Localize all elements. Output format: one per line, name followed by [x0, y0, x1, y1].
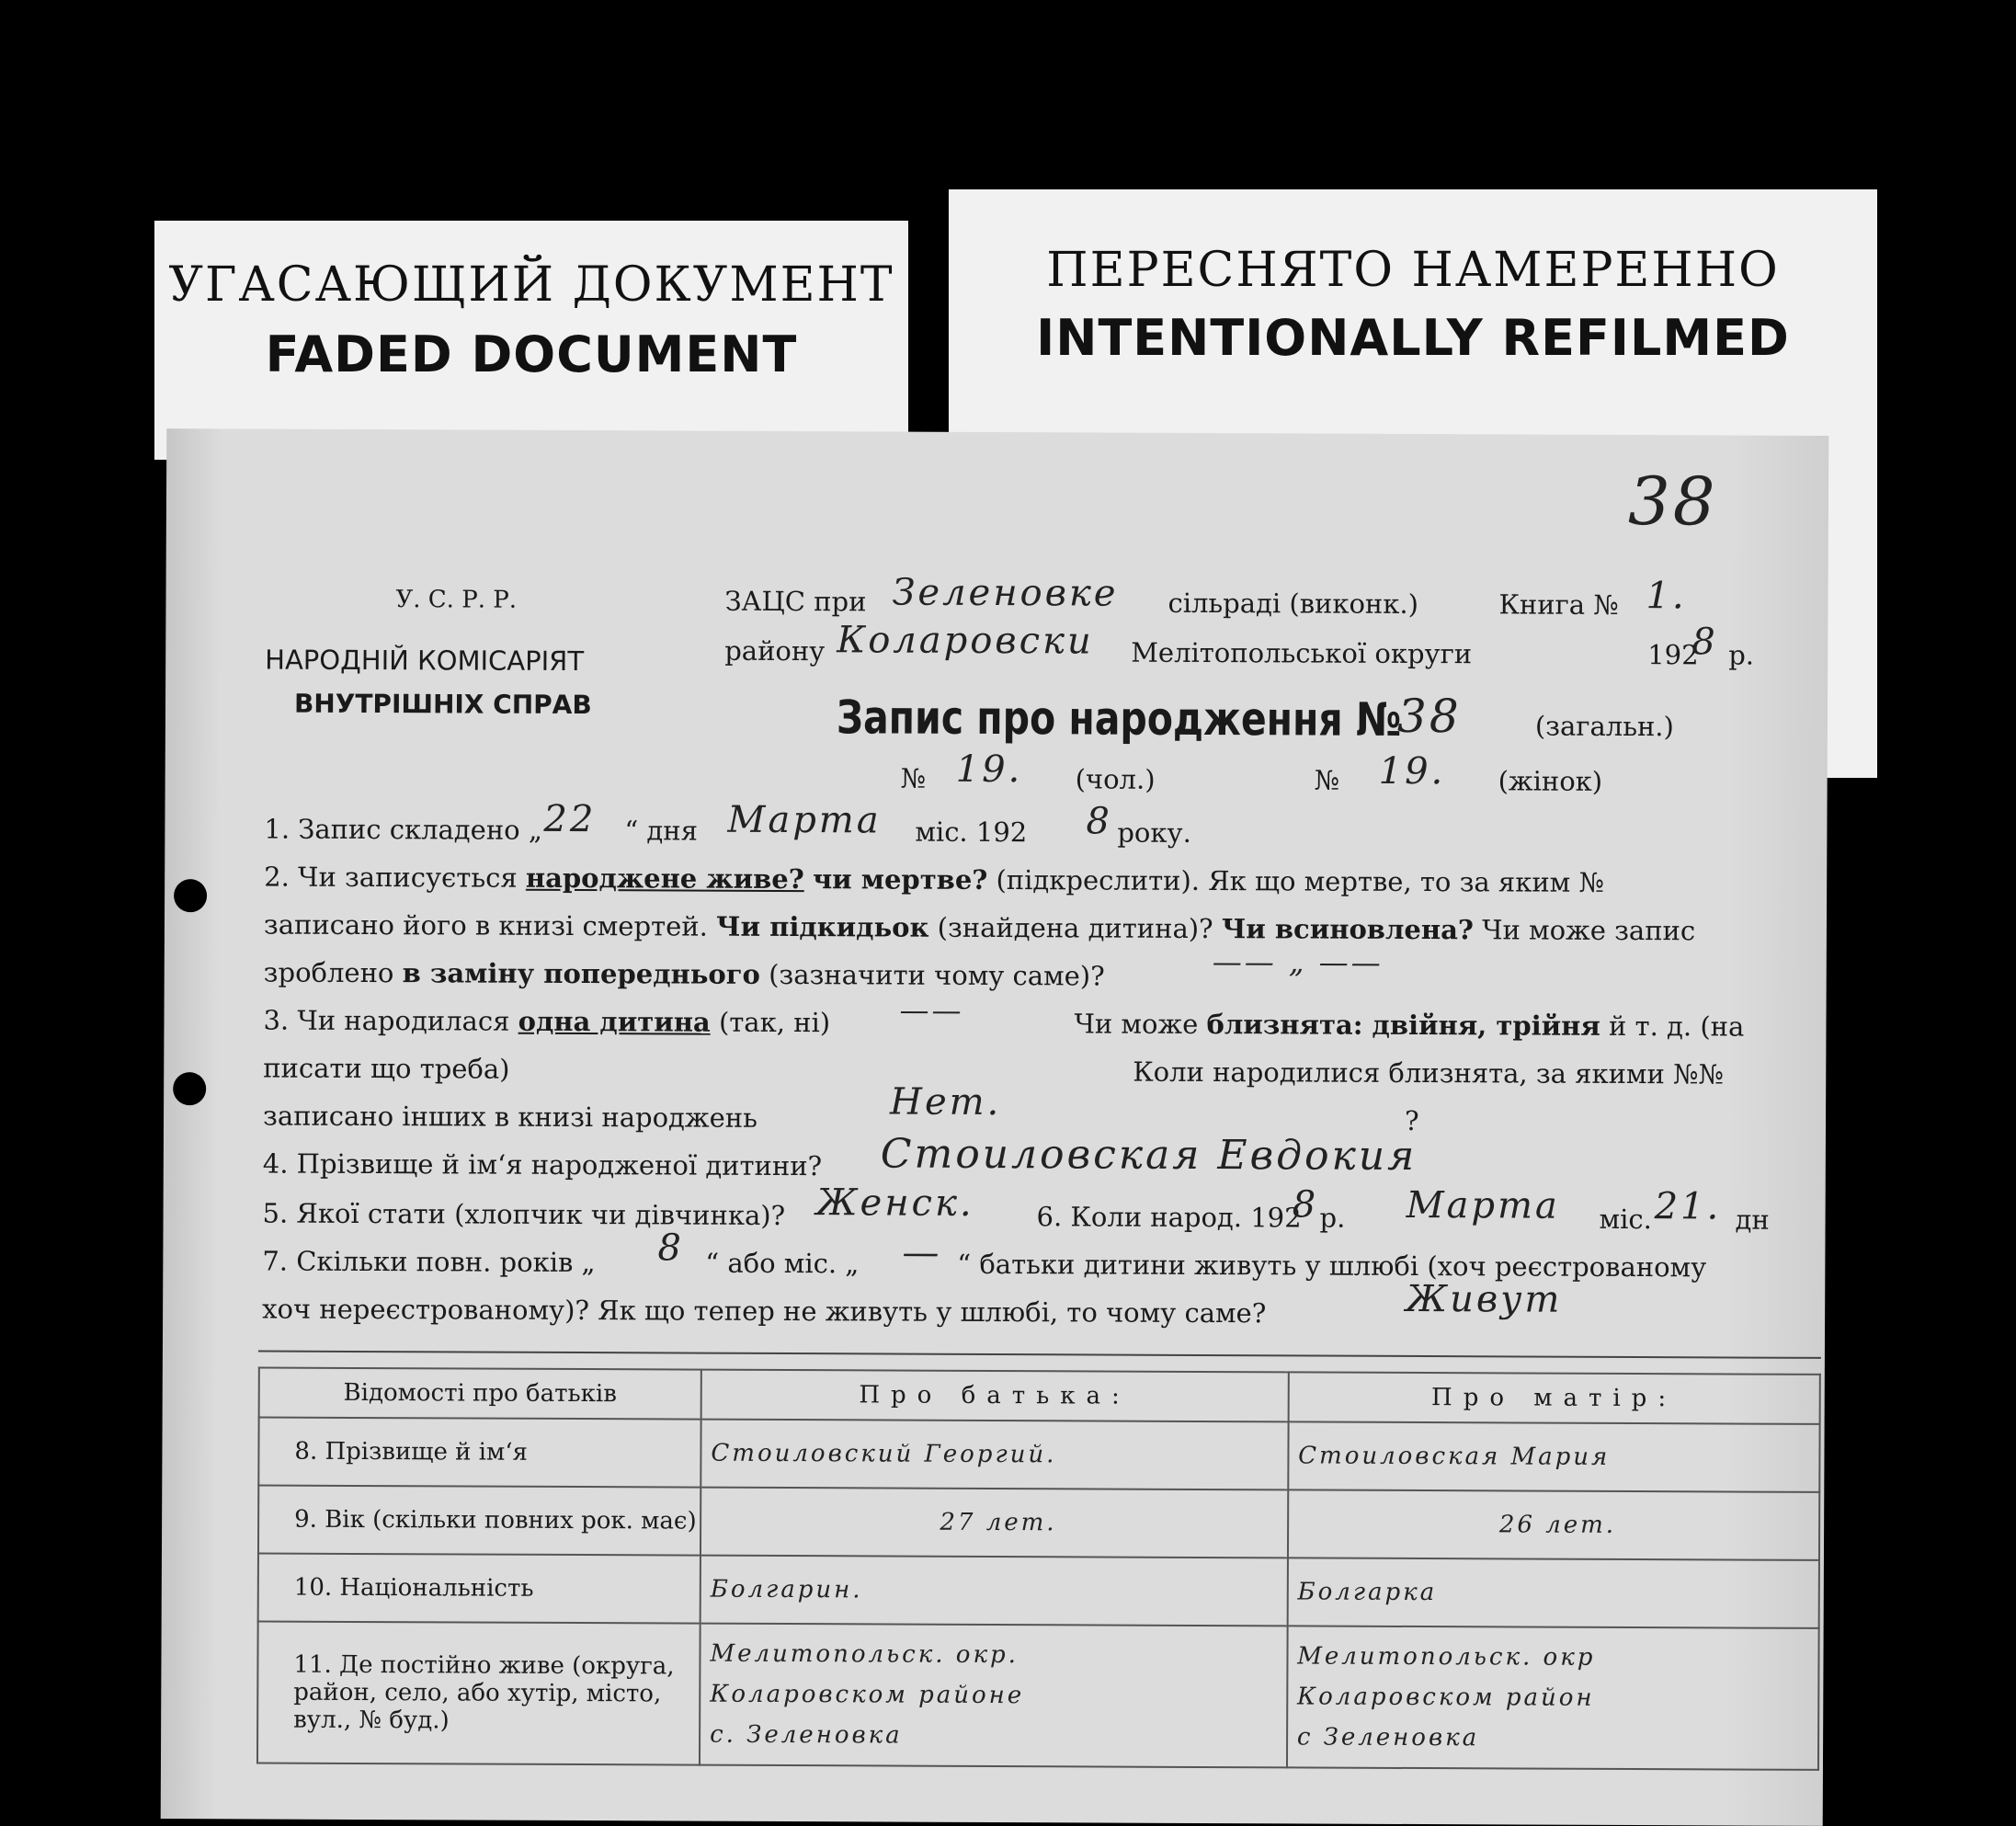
q3-twins: близнята: двійня, трійня	[1206, 1009, 1600, 1042]
q7-line1a: 7. Скільки повн. років „	[262, 1245, 596, 1279]
q7-years: 8	[657, 1227, 684, 1270]
general-label: (загальн.)	[1534, 710, 1674, 743]
year-value: 8	[1691, 621, 1718, 664]
q4-label: 4. Прізвище й ім‘я народженої дитини?	[262, 1147, 823, 1182]
department-label: ВНУТРІШНІХ СПРАВ	[293, 688, 592, 721]
q6-dn: дн	[1735, 1204, 1770, 1236]
q2-answer: —— „ ——	[1212, 944, 1384, 980]
q2-dead: чи мертве?	[812, 863, 988, 896]
q2-text: 2. Чи записується	[264, 861, 518, 894]
q3-line1-right	[1074, 1008, 1744, 1042]
mother-residence-3: с Зеленовка	[1296, 1723, 1480, 1752]
residence-label-3: вул., № буд.)	[293, 1706, 450, 1735]
birth-record-form	[161, 428, 1829, 1826]
q3-answer2: Нет.	[890, 1080, 1002, 1124]
q3-line3: записано інших в книзі народжень	[262, 1100, 757, 1134]
q2-text2: (підкреслити). Як що мертве, то за яким №	[996, 864, 1605, 898]
q3-line1	[263, 1005, 830, 1039]
refilmed-label-en: INTENTIONALLY REFILMED	[1036, 309, 1790, 367]
female-no-label: №	[1314, 764, 1340, 796]
q3-one-child: одна дитина	[518, 1005, 711, 1038]
residence-label-2: район, село, або хутір, місто,	[293, 1678, 662, 1708]
q3-text: 3. Чи народилася	[263, 1004, 510, 1037]
q6-label: 6. Коли народ. 192	[1036, 1201, 1302, 1234]
parents-table	[256, 1367, 1821, 1771]
row-label-residence	[257, 1622, 700, 1765]
punch-hole	[173, 1072, 206, 1105]
year-prefix: 192	[1647, 639, 1699, 671]
father-age: 27 лет.	[700, 1488, 1288, 1558]
mother-age: 26 лет.	[1288, 1489, 1820, 1560]
q5-sex: Женск.	[815, 1181, 974, 1225]
q2-line2	[264, 909, 1695, 947]
q4-child-name: Стоиловская Евдокия	[880, 1130, 1418, 1181]
record-title: Запис про народження №	[836, 690, 1402, 747]
q7-months: —	[902, 1231, 942, 1274]
q1-month: Марта	[727, 798, 882, 842]
q2-text5: Чи може запис	[1482, 914, 1696, 947]
record-number: 38	[1396, 689, 1462, 744]
q6-year: 8	[1292, 1183, 1319, 1227]
male-count: 19.	[955, 748, 1023, 792]
q3-text2: (так, ні)	[718, 1006, 831, 1039]
father-residence	[700, 1624, 1287, 1768]
male-no-label: №	[900, 762, 927, 794]
q6-day: 21.	[1654, 1185, 1722, 1228]
q6-month: Марта	[1406, 1183, 1560, 1227]
female-count: 19.	[1378, 749, 1446, 793]
q6-mis: міс.	[1599, 1203, 1652, 1236]
table-row	[258, 1554, 1819, 1628]
father-residence-2: Коларовском районе	[710, 1680, 1025, 1710]
table-row	[257, 1622, 1819, 1770]
row-label-age: 9. Вік (скільки повних рок. має)	[258, 1486, 700, 1556]
residence-label-1: 11. Де постійно живе (округа,	[293, 1650, 675, 1681]
q2-text3: записано його в книзі смертей.	[263, 908, 708, 942]
okrug-label: Мелітопольської округи	[1131, 636, 1473, 670]
q3-line2a: писати що треба)	[263, 1052, 510, 1085]
refilmed-label-ru: ПЕРЕСНЯТО НАМЕРЕННО	[1046, 243, 1780, 298]
zags-value: Зеленовке	[892, 571, 1119, 615]
col-header-mother: Про матір:	[1288, 1372, 1819, 1424]
q7-answer: Живут	[1406, 1277, 1563, 1321]
q3-answer1: ——	[899, 992, 964, 1028]
q7-line2: хоч нереєстрованому)? Як що тепер не живуть у шлюбі, то чому саме?	[262, 1293, 1267, 1330]
q7-line1b: “ або міс. „	[705, 1247, 860, 1280]
q2-text7: (зазначити чому саме)?	[769, 958, 1105, 992]
q6-r: р.	[1319, 1202, 1346, 1234]
father-nationality: Болгарин.	[700, 1556, 1288, 1626]
q3-line2b: Коли народилися близнята, за якими №№	[1133, 1056, 1725, 1090]
q1-mid: “ дня	[624, 815, 699, 847]
col-header-info: Відомості про батьків	[259, 1368, 701, 1420]
mother-nationality: Болгарка	[1287, 1558, 1819, 1628]
q2-adopted: Чи всиновлена?	[1221, 913, 1474, 946]
book-number: 1.	[1646, 575, 1687, 618]
row-label-nationality: 10. Національність	[258, 1554, 700, 1624]
q1-prefix: 1. Запис складено „	[264, 813, 542, 846]
q1-suffix: року.	[1117, 816, 1191, 849]
mother-residence-1: Мелитопольск. окр	[1297, 1642, 1596, 1672]
year-suffix: р.	[1728, 639, 1755, 671]
father-name: Стоиловский Георгий.	[700, 1420, 1288, 1490]
faded-document-label	[154, 221, 908, 460]
table-header-row	[259, 1368, 1820, 1424]
ussr-label: У. С. Р. Р.	[395, 586, 518, 614]
q7-line1c: “ батьки дитини живуть у шлюбі (хоч реєстрованому	[957, 1248, 1707, 1284]
mother-residence	[1287, 1626, 1819, 1770]
q1-year: 8	[1086, 800, 1113, 843]
council-label: сільраді (виконк.)	[1167, 587, 1419, 621]
q2-text4: (знайдена дитина)?	[937, 911, 1213, 945]
q3-text3: Чи може	[1074, 1008, 1199, 1040]
col-header-father: Про батька:	[701, 1370, 1289, 1422]
row-label-name: 8. Прізвище й ім‘я	[258, 1418, 700, 1488]
q5-label: 5. Якої стати (хлопчик чи дівчинка)?	[262, 1197, 786, 1232]
q3-end: ?	[1404, 1104, 1419, 1137]
table-top-rule	[258, 1351, 1821, 1359]
table-row	[258, 1418, 1819, 1492]
district-value: Коларовски	[837, 619, 1094, 663]
female-label: (жінок)	[1498, 765, 1603, 797]
q1-day: 22	[543, 797, 597, 841]
commissariat-label: НАРОДНІЙ КОМІСАРІЯТ	[265, 644, 585, 678]
q2-foundling: Чи підкидьок	[715, 910, 929, 943]
q2-line3	[264, 957, 1105, 992]
mother-residence-2: Коларовском район	[1296, 1683, 1595, 1712]
father-residence-1: Мелитопольск. окр.	[710, 1639, 1019, 1670]
book-label: Книга №	[1498, 588, 1619, 621]
q2-alive: народжене живе?	[525, 862, 804, 896]
mother-name: Стоиловская Мария	[1288, 1421, 1820, 1492]
q2-replacement: в заміну попереднього	[402, 957, 761, 990]
q3-text4: й т. д. (на	[1608, 1010, 1745, 1043]
page-number: 38	[1627, 462, 1718, 541]
faded-label-ru: УГАСАЮЩИЙ ДОКУМЕНТ	[168, 257, 894, 313]
punch-hole	[174, 879, 207, 912]
faded-label-en: FADED DOCUMENT	[265, 325, 798, 383]
q1-mis: міс. 192	[915, 816, 1028, 849]
male-label: (чол.)	[1075, 763, 1156, 795]
father-residence-3: с. Зеленовка	[710, 1720, 903, 1750]
zags-label: ЗАЦС при	[724, 585, 867, 618]
table-row	[258, 1486, 1819, 1560]
district-label: району	[724, 634, 826, 668]
q2-text6: зроблено	[263, 956, 394, 989]
q2-line1	[264, 862, 1604, 898]
